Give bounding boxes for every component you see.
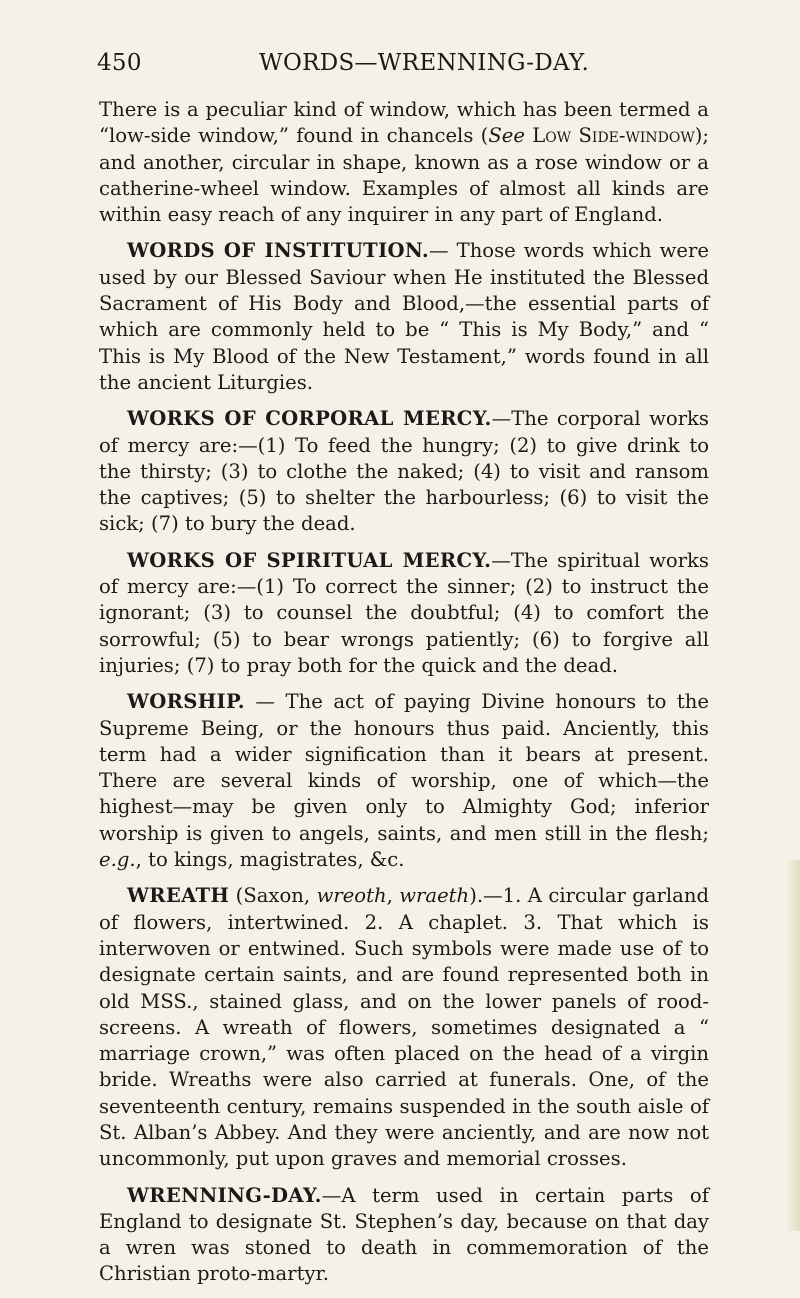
entry-words-of-institution xyxy=(99,238,709,396)
see-italic: See xyxy=(488,124,525,148)
entry-works-of-spiritual-mercy xyxy=(99,548,709,679)
page-number: 450 xyxy=(97,50,142,76)
cross-reference: Low Side-window xyxy=(532,124,695,148)
entry-heading: WORKS OF CORPORAL MERCY. xyxy=(127,407,492,431)
entry-text: —A term used in certain parts of England to designate St. Stephen’s day, because on that day a wren was stoned to death in commemoration of the Christian proto-martyr. xyxy=(99,1183,709,1286)
body-text xyxy=(99,97,709,1298)
entry-worship: WORSHIP. — The act of paying Divine honours to the Supreme Being, or the honours thus paid. Anciently, this term had a wider signification than it bears at present. There are several kinds of worship, one of which—the highest—may be given only to Almighty God; inferior worship is given to angels, saints, and men still in the flesh; e.g., to kings, magistrates, &c. xyxy=(99,690,709,872)
entry-wrenning-day xyxy=(99,1183,709,1288)
entry-text: — Those words which were used by our Blessed Saviour when He instituted the Blessed Sacrament of His Body and Blood,—the essential parts of which are commonly held to be “ This is My Body,” and “ This is My Blood of the New Testament,” words found in all the ancient Liturgies. xyxy=(99,239,709,394)
entry-heading: WORDS OF INSTITUTION. xyxy=(127,239,429,263)
entry-heading: WRENNING-DAY. xyxy=(127,1183,322,1207)
entry-heading: WREATH xyxy=(127,884,230,908)
page-header xyxy=(97,50,707,84)
entry-wreath: WREATH (Saxon, wreoth, wraeth).—1. A circular garland of flowers, intertwined. 2. A chaplet. 3. That which is interwoven or entwined. Such symbols were made use of to designate certain saints, and are found represented both in old MSS., stained glass, and on the lower panels of rood-screens. A wreath of flowers, sometimes designated a “ marriage crown,” was often placed on the head of a virgin bride. Wreaths were also carried at funerals. One, of the seventeenth century, remains suspended in the south aisle of St. Alban’s Abbey. And they were anciently, and are now not uncommonly, put upon graves and memorial crosses. xyxy=(99,884,709,1171)
page-edge-stain xyxy=(786,860,800,1231)
entry-text: —The spiritual works of mercy are:—(1) To correct the sinner; (2) to instruct the ignorant; (3) to counsel the doubtful; (4) to comfort the sorrowful; (5) to bear wrongs patiently; (6) to forgive all injuries; (7) to pray both for the quick and the dead. xyxy=(99,548,709,677)
entry-heading: WORSHIP. xyxy=(127,690,245,714)
entry-text: —The corporal works of mercy are:—(1) To feed the hungry; (2) to give drink to the thirsty; (3) to clothe the naked; (4) to visit and ransom the captives; (5) to shelter the harbourless; (6) to visit the sick; (7) to bury the dead. xyxy=(99,407,709,536)
entry-heading: WORKS OF SPIRITUAL MERCY. xyxy=(127,548,492,572)
entry-works-of-corporal-mercy xyxy=(99,406,709,537)
paragraph-window-continued: There is a peculiar kind of window, which has been termed a “low-side window,” found in chancels (See Low Side-window); and another, circular in shape, known as a rose window or a catherine-wheel window. Examples of almost all kinds are within easy reach of any inquirer in any part of England. xyxy=(99,98,710,227)
running-title: WORDS—WRENNING-DAY. xyxy=(259,50,590,76)
